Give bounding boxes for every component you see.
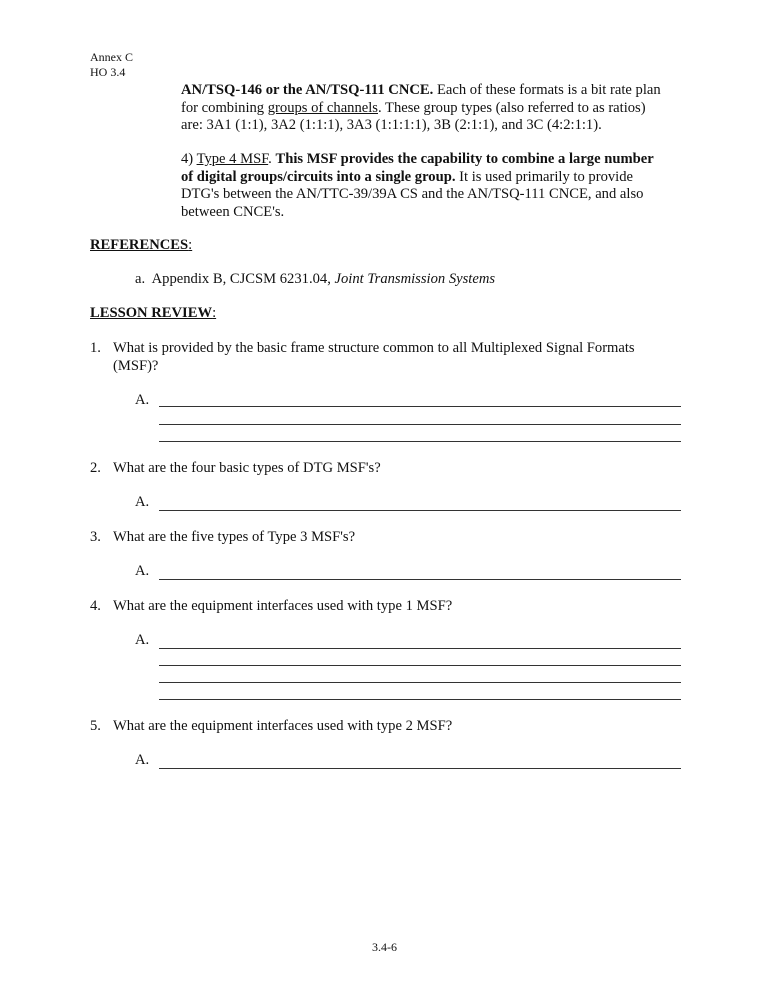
question-text: What are the equipment interfaces used with type 2 MSF? — [113, 718, 453, 734]
answer-label: A. — [135, 392, 150, 408]
answer-line[interactable] — [159, 665, 681, 666]
intro-bold: AN/TSQ-146 or the AN/TSQ-111 CNCE. — [181, 82, 434, 98]
answer-line[interactable] — [159, 699, 681, 700]
type4-paragraph — [181, 151, 661, 221]
question-number: 3. — [90, 529, 101, 545]
question-4 — [90, 598, 670, 616]
lesson-review-colon: : — [212, 305, 217, 321]
lesson-review-title: LESSON REVIEW — [90, 305, 213, 321]
answer-line[interactable] — [159, 579, 681, 580]
answer-line[interactable] — [159, 648, 681, 649]
type4-number: 4) — [181, 151, 194, 167]
question-text: What are the equipment interfaces used with type 1 MSF? — [113, 598, 453, 614]
intro-text-a: Each of these formats is a bit rate plan for combining — [181, 82, 661, 116]
intro-underlined: groups of channels — [267, 99, 378, 116]
type4-bold-text: This MSF provides the capability to combine a large number of digital groups/circuits into a single group. — [181, 151, 654, 185]
reference-text: Appendix B, CJCSM 6231.04, — [151, 271, 335, 287]
question-number: 2. — [90, 460, 101, 476]
page-header — [90, 50, 133, 80]
question-text: What are the five types of Type 3 MSF's? — [113, 529, 356, 545]
annex-label: Annex C — [90, 50, 133, 64]
intro-text-b: . These group types (also referred to as ratios) are: 3A1 (1:1), 3A2 (1:1:1), 3A3 (1:1:1:1), 3B (2:1:1), and 3C (4:2:1:1). — [181, 99, 646, 133]
answer-line[interactable] — [159, 424, 681, 425]
answer-line[interactable] — [159, 510, 681, 511]
answer-line[interactable] — [159, 441, 681, 442]
answer-line[interactable] — [159, 406, 681, 407]
question-number: 1. — [90, 340, 101, 356]
question-5 — [90, 718, 670, 736]
question-number: 4. — [90, 598, 101, 614]
handout-label: HO 3.4 — [90, 65, 126, 79]
answer-label: A. — [135, 494, 150, 510]
reference-italic: Joint Transmission Systems — [334, 271, 496, 287]
question-3 — [90, 529, 670, 547]
reference-item — [135, 271, 495, 288]
question-1 — [90, 340, 670, 375]
question-text: What are the four basic types of DTG MSF's? — [113, 460, 381, 476]
references-colon: : — [188, 237, 193, 253]
question-2 — [90, 460, 670, 478]
type4-normal-text: It is used primarily to provide DTG's between the AN/TTC-39/39A CS and the AN/TSQ-111 CNCE, and also between CNCE's. — [181, 168, 644, 220]
question-text: What is provided by the basic frame structure common to all Multiplexed Signal Formats (MSF)? — [113, 340, 635, 374]
answer-line[interactable] — [159, 682, 681, 683]
type4-title: Type 4 MSF — [196, 151, 269, 167]
answer-line[interactable] — [159, 768, 681, 769]
references-title: REFERENCES — [90, 237, 189, 253]
answer-label: A. — [135, 563, 150, 579]
lesson-review-heading — [90, 305, 216, 322]
page-number: 3.4-6 — [372, 940, 397, 954]
intro-paragraph — [181, 82, 661, 135]
type4-after-title: . — [268, 151, 276, 167]
question-number: 5. — [90, 718, 101, 734]
answer-label: A. — [135, 632, 150, 648]
references-heading — [90, 237, 192, 254]
answer-label: A. — [135, 752, 150, 768]
reference-letter: a. — [135, 271, 146, 287]
